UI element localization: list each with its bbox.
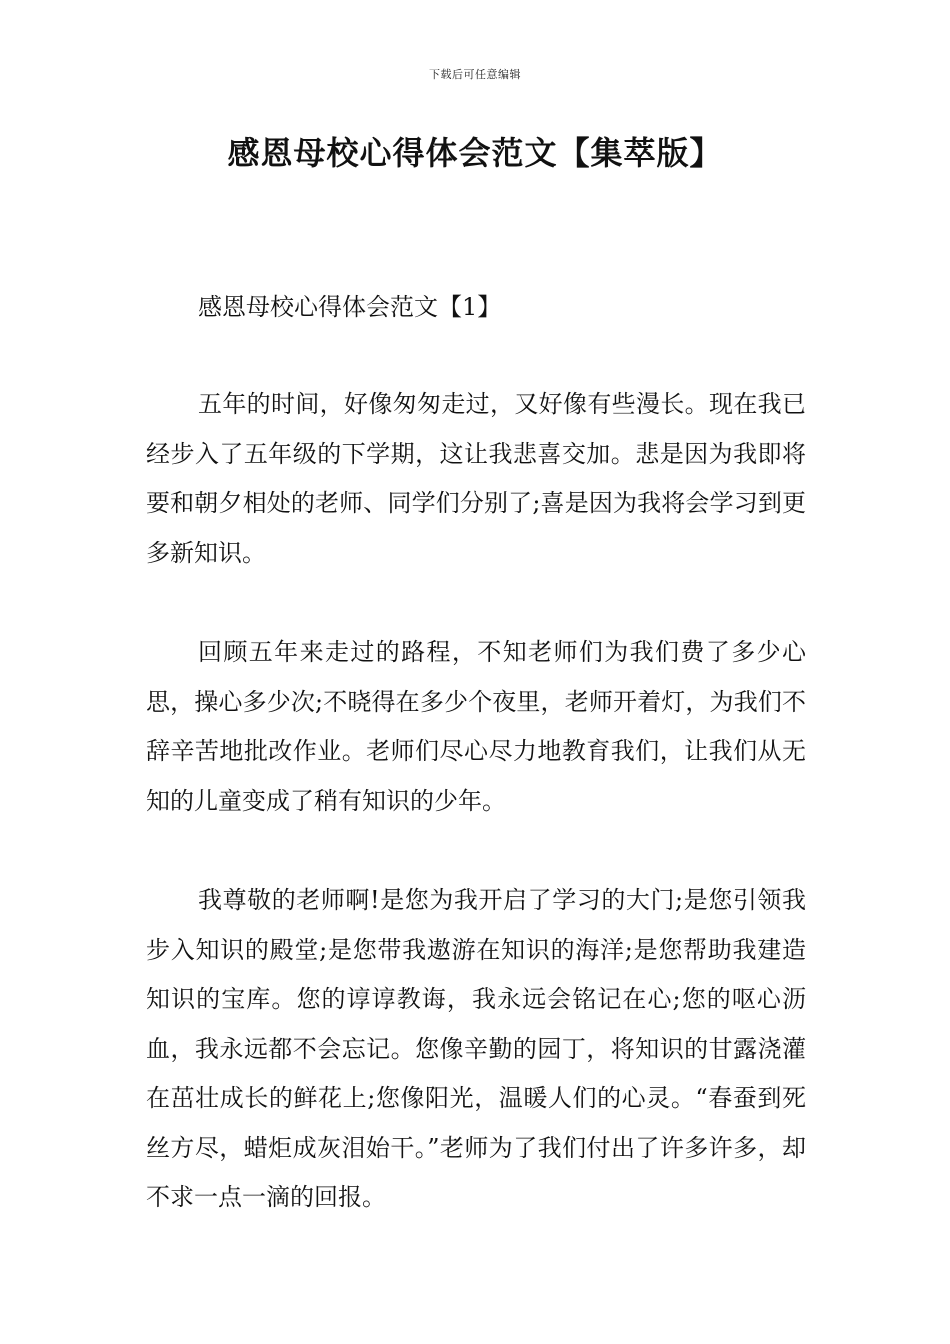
- paragraph-1: 五年的时间，好像匆匆走过，又好像有些漫长。现在我已经步入了五年级的下学期，这让我悲喜交加。悲是因为我即将要和朝夕相处的老师、同学们分别了;喜是因为我将会学习到更多新知识。: [146, 390, 806, 567]
- document-body: [146, 282, 806, 1273]
- paragraph-2: 回顾五年来走过的路程，不知老师们为我们费了多少心思，操心多少次;不晓得在多少个夜里，老师开着灯，为我们不辞辛苦地批改作业。老师们尽心尽力地教育我们，让我们从无知的儿童变成了稍有知识的少年。: [146, 638, 806, 815]
- section-heading: 感恩母校心得体会范文【1】: [198, 293, 502, 321]
- paragraph-3: 我尊敬的老师啊!是您为我开启了学习的大门;是您引领我步入知识的殿堂;是您带我遨游在知识的海洋;是您帮助我建造知识的宝库。您的谆谆教诲，我永远会铭记在心;您的呕心沥血，我永远都不会忘记。您像辛勤的园丁，将知识的甘露浇灌在茁壮成长的鲜花上;您像阳光，温暖人们的心灵。“春蚕到死丝方尽，蜡炬成灰泪始干。”老师为了我们付出了许多许多，却不求一点一滴的回报。: [146, 886, 806, 1211]
- header-note: 下载后可任意编辑: [429, 68, 521, 81]
- document-title: 感恩母校心得体会范文【集萃版】: [227, 134, 723, 172]
